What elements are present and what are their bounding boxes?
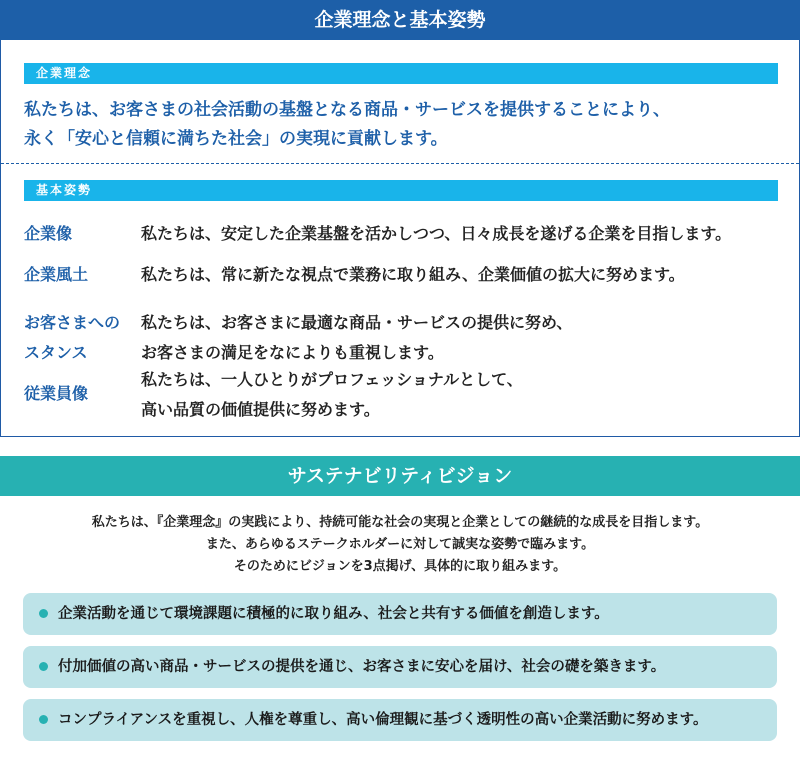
vision-intro-line: また、あらゆるステークホルダーに対して誠実な姿勢で臨みます。 <box>205 537 595 552</box>
rinen-line: 永く「安心と信頼に満ちた社会」の実現に貢献します。 <box>24 129 448 149</box>
stance-item-label-line: スタンス <box>24 343 88 362</box>
vision-intro <box>0 512 800 578</box>
section-title-philosophy: 企業理念と基本姿勢 <box>0 0 800 40</box>
section-title-vision: サステナビリティビジョン <box>0 456 800 496</box>
stance-item-text <box>141 219 800 249</box>
stance-item-label-line: 企業風土 <box>24 265 89 284</box>
vision-intro-line: 私たちは、『企業理念』の実践により、持続可能な社会の実現と企業としての継続的な成長を目指します。 <box>91 515 709 530</box>
vision-intro-line: そのためにビジョンを3点掲げ、具体的に取り組みます。 <box>233 559 567 574</box>
stance-item-label-line: お客さまへの <box>24 313 121 332</box>
stance-label-bar: 基本姿勢 <box>24 180 778 201</box>
vision-item <box>23 646 777 688</box>
bullet-dot-icon <box>39 609 48 618</box>
bullet-dot-icon <box>39 715 48 724</box>
vision-item-text: コンプライアンスを重視し、人権を尊重し、高い倫理観に基づく透明性の高い企業活動に努めます。 <box>58 712 708 728</box>
stance-item-label <box>24 308 139 368</box>
stance-item-label <box>24 379 139 409</box>
stance-item-label-line: 企業像 <box>24 224 73 243</box>
rinen-label-bar: 企業理念 <box>24 63 778 84</box>
vision-item-text: 付加価値の高い商品・サービスの提供を通じ、お客さまに安心を届け、社会の礎を築きます。 <box>58 659 666 675</box>
stance-item-label <box>24 219 139 249</box>
stance-item-text-line: 私たちは、お客さまに最適な商品・サービスの提供に努め、 <box>141 313 573 332</box>
vision-item <box>23 593 777 635</box>
section-divider <box>1 163 799 164</box>
stance-item-text-line: お客さまの満足をなによりも重視します。 <box>141 343 444 362</box>
vision-item-text: 企業活動を通じて環境課題に積極的に取り組み、社会と共有する価値を創造します。 <box>58 606 609 622</box>
rinen-text <box>24 96 784 154</box>
stance-item-text-line: 私たちは、安定した企業基盤を活かしつつ、日々成長を遂げる企業を目指します。 <box>141 224 732 243</box>
bullet-dot-icon <box>39 662 48 671</box>
stance-item-label <box>24 260 139 290</box>
vision-item <box>23 699 777 741</box>
stance-item-text-line: 高い品質の価値提供に努めます。 <box>141 400 380 419</box>
stance-item-label-line: 従業員像 <box>24 384 89 403</box>
stance-item-text <box>141 260 800 290</box>
stance-item-text <box>141 365 800 425</box>
stance-item-text <box>141 308 800 368</box>
rinen-line: 私たちは、お客さまの社会活動の基盤となる商品・サービスを提供することにより、 <box>24 100 670 120</box>
stance-item-text-line: 私たちは、一人ひとりがプロフェッショナルとして、 <box>141 370 523 389</box>
stance-item-text-line: 私たちは、常に新たな視点で業務に取り組み、企業価値の拡大に努めます。 <box>141 265 685 284</box>
